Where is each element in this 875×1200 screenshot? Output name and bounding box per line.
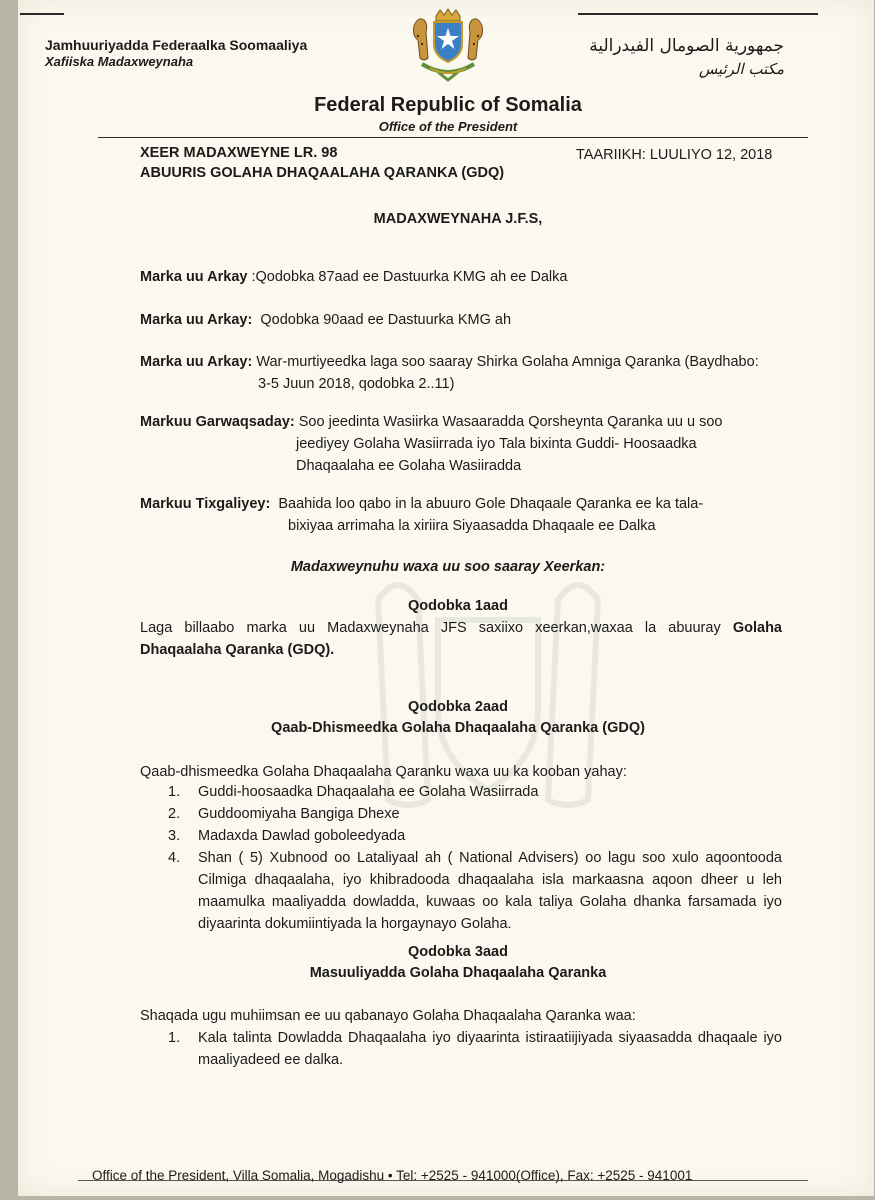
preamble-1	[140, 269, 567, 285]
article-1-text: Laga billaabo marka uu Madaxweynaha JFS saxiixo xeerkan,waxaa la abuuray	[140, 620, 733, 636]
article-1-text-bold: Golaha Dhaqaalaha Qaranka (GDQ).	[140, 620, 782, 658]
preamble-2-text: Qodobka 90aad ee Dastuurka KMG ah	[260, 312, 512, 328]
preamble-2-label: Marka uu Arkay:	[140, 312, 253, 328]
header-rule-right	[578, 13, 818, 15]
article-2-heading: Qodobka 2aad	[408, 699, 508, 715]
preamble-2	[140, 312, 511, 328]
article-2-subheading: Qaab-Dhismeedka Golaha Dhaqaalaha Qaranka (GDQ)	[271, 720, 645, 736]
arabic-republic-name: جمهورية الصومال الفيدرالية	[589, 36, 784, 56]
preamble-5-text-line2: bixiyaa arrimaha la xiriira Siyaasadda Dhaqaale ee Dalka	[288, 518, 656, 534]
article-1-body	[140, 617, 782, 661]
article-2-intro: Qaab-dhismeedka Golaha Dhaqaalaha Qaranku waxa uu ka kooban yahay:	[140, 764, 627, 780]
article-2-item-3-number: 3.	[168, 828, 181, 844]
somalia-coat-of-arms-icon	[408, 6, 488, 89]
article-2-item-4-number: 4.	[168, 850, 181, 866]
preamble-1-label: Marka uu Arkay	[140, 269, 248, 285]
preamble-4-label: Markuu Garwaqsaday:	[140, 414, 295, 430]
preamble-4-text-line1: Soo jeedinta Wasiirka Wasaaradda Qorsheynta Qaranka uu u soo	[298, 414, 723, 430]
preamble-4-line1	[140, 414, 722, 430]
article-2-item-1-number: 1.	[168, 784, 181, 800]
decree-date: TAARIIKH: LUULIYO 12, 2018	[576, 147, 773, 163]
issuer-heading: MADAXWEYNAHA J.F.S,	[373, 211, 543, 227]
preamble-5-text-line1: Baahida loo qabo in la abuuro Gole Dhaqaale Qaranka ee ka tala-	[278, 496, 704, 512]
decree-intro: Madaxweynuhu waxa uu soo saaray Xeerkan:	[290, 559, 606, 575]
preamble-5-label: Markuu Tixgaliyey:	[140, 496, 271, 512]
footer-contact: Office of the President, Villa Somalia, Mogadishu • Tel: +2525 - 941000(Office), Fax: +2525 - 941001	[92, 1168, 693, 1183]
article-2-item-4-text: Shan ( 5) Xubnood oo Lataliyaal ah ( National Advisers) oo lagu soo xulo aqoontooda Cilmiga dhaqaalaha, iyo khibradooda dhaqaalaha isla markaasna aqoon dheer u leh maamulka maaliyadda dowladda, kuwaas oo kala taliya Golaha dhanka farsamada iyo diyaarinta dokumiintiyada la horgaynayo Golaha.	[198, 850, 782, 932]
article-3-item-1-text: Kala talinta Dowladda Dhaqaalaha iyo diyaarinta istiraatiijiyada siyaasadda dhaqaale iyo maaliyadeed ee dalka.	[198, 1030, 782, 1068]
preamble-1-text: :Qodobka 87aad ee Dastuurka KMG ah ee Dalka	[251, 269, 568, 285]
somali-office-name: Xafiiska Madaxweynaha	[45, 54, 194, 69]
decree-number: XEER MADAXWEYNE LR. 98	[140, 145, 338, 161]
somali-republic-name: Jamhuuriyadda Federaalka Soomaaliya	[45, 37, 308, 53]
english-republic-name: Federal Republic of Somalia	[314, 94, 582, 116]
preamble-3-label: Marka uu Arkay:	[140, 354, 253, 370]
article-2-item-2-text: Guddoomiyaha Bangiga Dhexe	[198, 806, 400, 822]
article-2-item-3-text: Madaxda Dawlad goboleedyada	[198, 828, 406, 844]
preamble-3-text-line1: War-murtiyeedka laga soo saaray Shirka Golaha Amniga Qaranka (Baydhabo:	[256, 354, 759, 370]
article-1-heading: Qodobka 1aad	[408, 598, 508, 614]
article-3-intro: Shaqada ugu muhiimsan ee uu qabanayo Golaha Dhaqaalaha Qaranka waa:	[140, 1008, 636, 1024]
article-3-item-1-number: 1.	[168, 1030, 181, 1046]
article-2-item-1-text: Guddi-hoosaadka Dhaqaalaha ee Golaha Wasiirrada	[198, 784, 539, 800]
preamble-4-text-line3: Dhaqaalaha ee Golaha Wasiiradda	[296, 458, 522, 474]
article-3-subheading: Masuuliyadda Golaha Dhaqaalaha Qaranka	[309, 965, 607, 981]
article-3-heading: Qodobka 3aad	[408, 944, 508, 960]
article-2-item-2-number: 2.	[168, 806, 181, 822]
letterhead-divider	[98, 137, 808, 138]
preamble-4-text-line2: jeediyey Golaha Wasiirrada iyo Tala bixinta Guddi- Hoosaadka	[296, 436, 697, 452]
english-office-name: Office of the President	[378, 119, 518, 134]
preamble-5-line1	[140, 496, 703, 512]
preamble-3-line1	[140, 354, 759, 370]
decree-title: ABUURIS GOLAHA DHAQAALAHA QARANKA (GDQ)	[140, 165, 505, 181]
header-rule-left	[20, 13, 64, 15]
preamble-3-text-line2: 3-5 Juun 2018, qodobka 2..11)	[258, 376, 455, 392]
arabic-office-name: مكتب الرئيس	[698, 60, 784, 78]
document-page	[18, 0, 874, 1196]
